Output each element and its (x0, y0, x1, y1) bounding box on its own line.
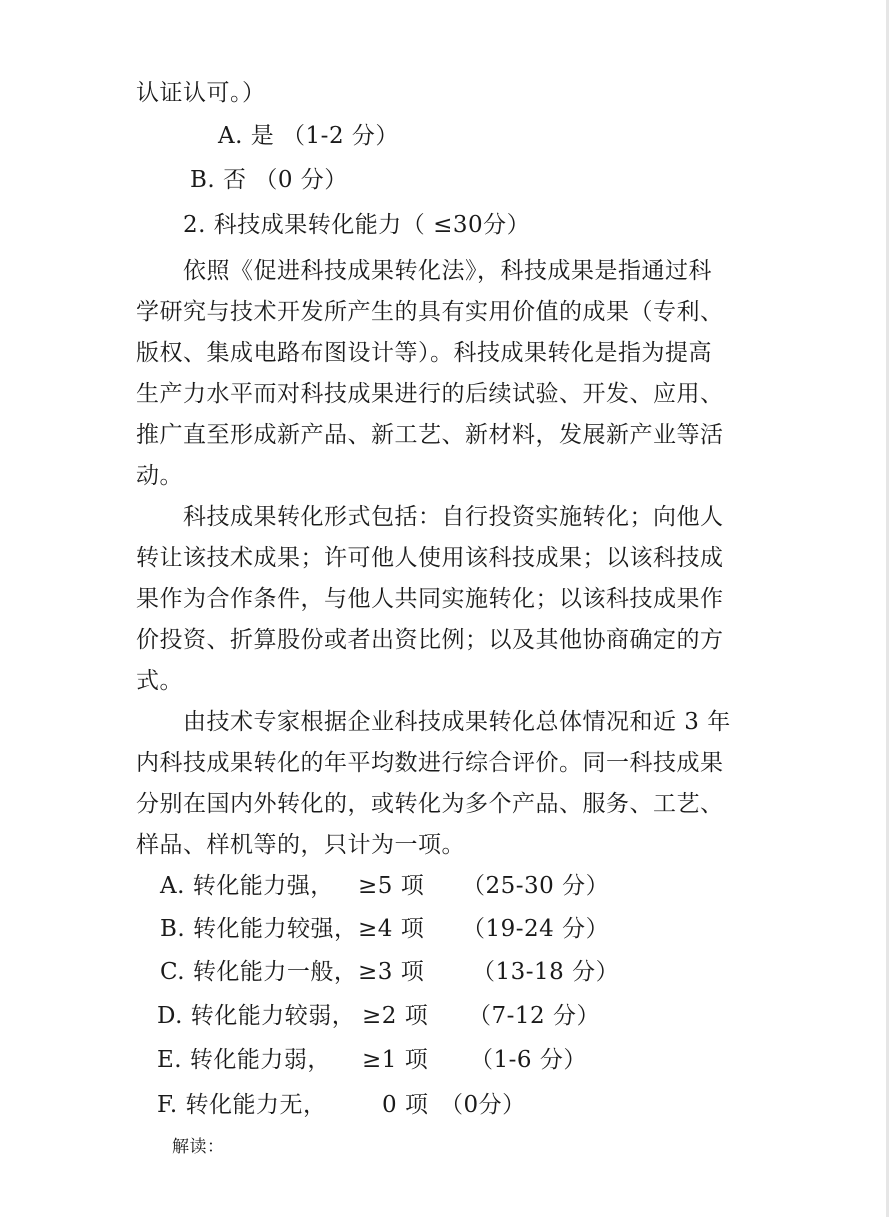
option-score: （25-30 分） (462, 873, 610, 899)
paragraph-line: 内科技成果转化的年平均数进行综合评价。同一科技成果 (136, 750, 724, 776)
paragraph-line: 转让该技术成果；许可他人使用该科技成果；以该科技成 (136, 545, 724, 571)
paragraph-line: 科技成果转化形式包括：自行投资实施转化；向他人 (183, 504, 724, 530)
option-count: ≥4 项 (358, 916, 425, 942)
paragraph-line: 果作为合作条件，与他人共同实施转化；以该科技成果作 (136, 586, 724, 612)
option-label: A. 转化能力强， (160, 873, 334, 899)
paragraph-line: 价投资、折算股份或者出资比例；以及其他协商确定的方 (136, 627, 724, 653)
paragraph-line: 分别在国内外转化的，或转化为多个产品、服务、工艺、 (136, 791, 724, 817)
paragraph-line: 版权、集成电路布图设计等）。科技成果转化是指为提高 (136, 340, 712, 366)
option-score: （19-24 分） (462, 916, 610, 942)
text-line: 认证认可。） (136, 80, 266, 106)
option-score: （7-12 分） (468, 1003, 600, 1029)
option-label: B. 转化能力较强， (160, 916, 358, 942)
option-count: ≥3 项 (358, 959, 425, 985)
paragraph-line: 样品、样机等的，只计为一项。 (136, 832, 465, 858)
option-row-b (0, 914, 889, 944)
option-row-c (0, 957, 889, 987)
option-label: D. 转化能力较弱， (157, 1003, 356, 1029)
option-label: F. 转化能力无， (157, 1092, 327, 1118)
option-score: （0分） (440, 1092, 526, 1118)
paragraph-line: 学研究与技术开发所产生的具有实用价值的成果（专利、 (136, 299, 724, 325)
interpretation-label: 解读： (172, 1137, 225, 1157)
option-row-e (0, 1045, 889, 1075)
option-label: C. 转化能力一般， (160, 959, 358, 985)
option-row-a (0, 871, 889, 901)
option-count: 0 项 (382, 1092, 429, 1118)
option-label: E. 转化能力弱， (157, 1047, 331, 1073)
section-heading: 2. 科技成果转化能力（ ≤30分） (183, 212, 531, 238)
paragraph-line: 生产力水平而对科技成果进行的后续试验、开发、应用、 (136, 381, 724, 407)
paragraph-line: 依照《促进科技成果转化法》，科技成果是指通过科 (183, 258, 712, 284)
paragraph-line: 由技术专家根据企业科技成果转化总体情况和近 3 年 (183, 709, 731, 735)
option-count: ≥5 项 (358, 873, 425, 899)
option-no: B. 否 （0 分） (190, 167, 348, 193)
option-count: ≥2 项 (362, 1003, 429, 1029)
option-count: ≥1 项 (362, 1047, 429, 1073)
option-score: （1-6 分） (470, 1047, 587, 1073)
paragraph-line: 推广直至形成新产品、新工艺、新材料，发展新产业等活 (136, 422, 724, 448)
paragraph-line: 动。 (136, 463, 183, 489)
option-score: （13-18 分） (472, 959, 620, 985)
option-row-f (0, 1090, 889, 1120)
paragraph-line: 式。 (136, 668, 183, 694)
option-row-d (0, 1001, 889, 1031)
option-yes: A. 是 （1-2 分） (218, 123, 399, 149)
